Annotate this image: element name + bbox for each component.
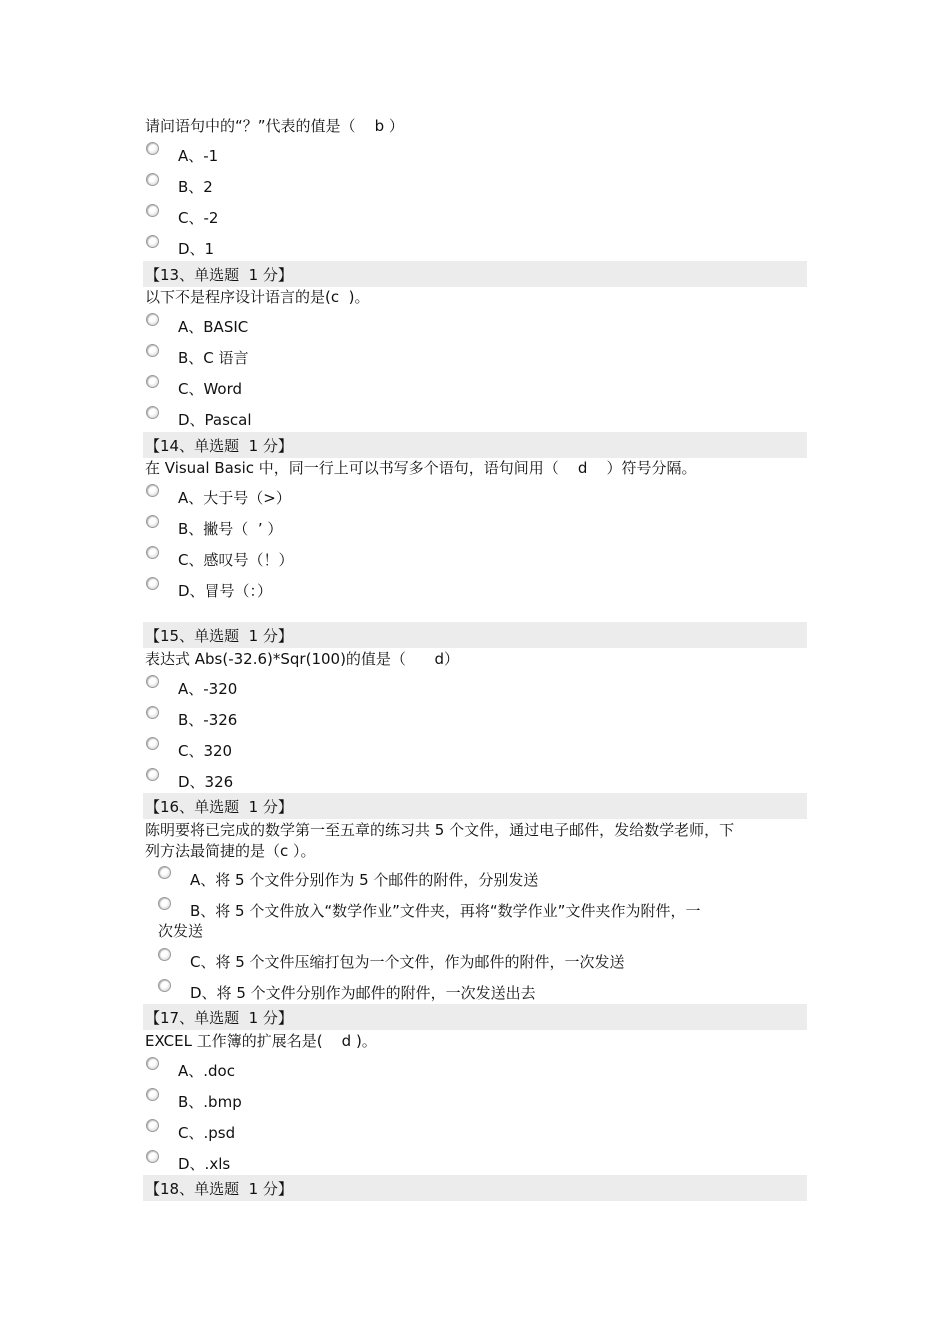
radio-button[interactable]	[146, 577, 159, 590]
radio-button[interactable]	[158, 979, 171, 992]
option-label: A、-1	[178, 147, 219, 165]
option-label: C、320	[178, 742, 233, 760]
option-label: B、2	[178, 178, 213, 196]
radio-button[interactable]	[146, 675, 159, 688]
option-label: D、将 5 个文件分别作为邮件的附件，一次发送出去	[190, 984, 536, 1002]
question-16-stem-line1: 陈明要将已完成的数学第一至五章的练习共 5 个文件，通过电子邮件，发给数学老师，下	[145, 821, 735, 839]
option-label: D、冒号（：）	[178, 582, 273, 600]
radio-button[interactable]	[146, 406, 159, 419]
option-label: A、大于号（>）	[178, 489, 291, 507]
question-12-stem: 请问语句中的“？”代表的值是（ b ）	[145, 117, 404, 135]
question-15-header: 【15、单选题 1 分】	[143, 622, 807, 648]
radio-button[interactable]	[146, 204, 159, 217]
radio-button[interactable]	[158, 897, 171, 910]
radio-button[interactable]	[146, 515, 159, 528]
question-17-stem: EXCEL 工作簿的扩展名是( d )。	[145, 1032, 377, 1050]
option-label: B、C 语言	[178, 349, 249, 367]
radio-button[interactable]	[146, 142, 159, 155]
radio-button[interactable]	[158, 866, 171, 879]
radio-button[interactable]	[146, 1088, 159, 1101]
option-label: B、.bmp	[178, 1093, 242, 1111]
option-label: C、将 5 个文件压缩打包为一个文件，作为邮件的附件，一次发送	[190, 953, 625, 971]
question-13-stem: 以下不是程序设计语言的是(c )。	[145, 288, 370, 306]
radio-button[interactable]	[146, 706, 159, 719]
option-label: D、.xls	[178, 1155, 231, 1173]
option-label: C、感叹号（！）	[178, 551, 294, 569]
option-label: B、撇号（ ’ ）	[178, 520, 283, 538]
radio-button[interactable]	[146, 484, 159, 497]
option-label: A、.doc	[178, 1062, 235, 1080]
option-label: A、BASIC	[178, 318, 249, 336]
question-18-header: 【18、单选题 1 分】	[143, 1175, 807, 1201]
question-16-header: 【16、单选题 1 分】	[143, 793, 807, 819]
question-13-header: 【13、单选题 1 分】	[143, 261, 807, 287]
radio-button[interactable]	[146, 344, 159, 357]
question-16-stem-line2: 列方法最简捷的是（c ）。	[145, 842, 316, 860]
option-label: D、1	[178, 240, 215, 258]
option-label: C、.psd	[178, 1124, 236, 1142]
radio-button[interactable]	[146, 1150, 159, 1163]
option-label: A、-320	[178, 680, 238, 698]
radio-button[interactable]	[146, 313, 159, 326]
radio-button[interactable]	[158, 948, 171, 961]
radio-button[interactable]	[146, 375, 159, 388]
question-15-stem: 表达式 Abs(-32.6)*Sqr(100)的值是（ d）	[145, 650, 460, 668]
radio-button[interactable]	[146, 173, 159, 186]
option-label: D、Pascal	[178, 411, 252, 429]
radio-button[interactable]	[146, 768, 159, 781]
question-14-stem: 在 Visual Basic 中，同一行上可以书写多个语句，语句间用（ d ）符号分隔。	[145, 459, 697, 477]
radio-button[interactable]	[146, 1057, 159, 1070]
option-label: B、-326	[178, 711, 238, 729]
radio-button[interactable]	[146, 546, 159, 559]
option-label: B、将 5 个文件放入“数学作业”文件夹，再将“数学作业”文件夹作为附件，一	[190, 902, 701, 920]
question-14-header: 【14、单选题 1 分】	[143, 432, 807, 458]
radio-button[interactable]	[146, 737, 159, 750]
option-label: C、Word	[178, 380, 243, 398]
option-16-b-continuation: 次发送	[158, 922, 204, 940]
question-17-header: 【17、单选题 1 分】	[143, 1004, 807, 1030]
option-label: D、326	[178, 773, 234, 791]
option-label: C、-2	[178, 209, 219, 227]
radio-button[interactable]	[146, 1119, 159, 1132]
radio-button[interactable]	[146, 235, 159, 248]
option-label: A、将 5 个文件分别作为 5 个邮件的附件，分别发送	[190, 871, 539, 889]
